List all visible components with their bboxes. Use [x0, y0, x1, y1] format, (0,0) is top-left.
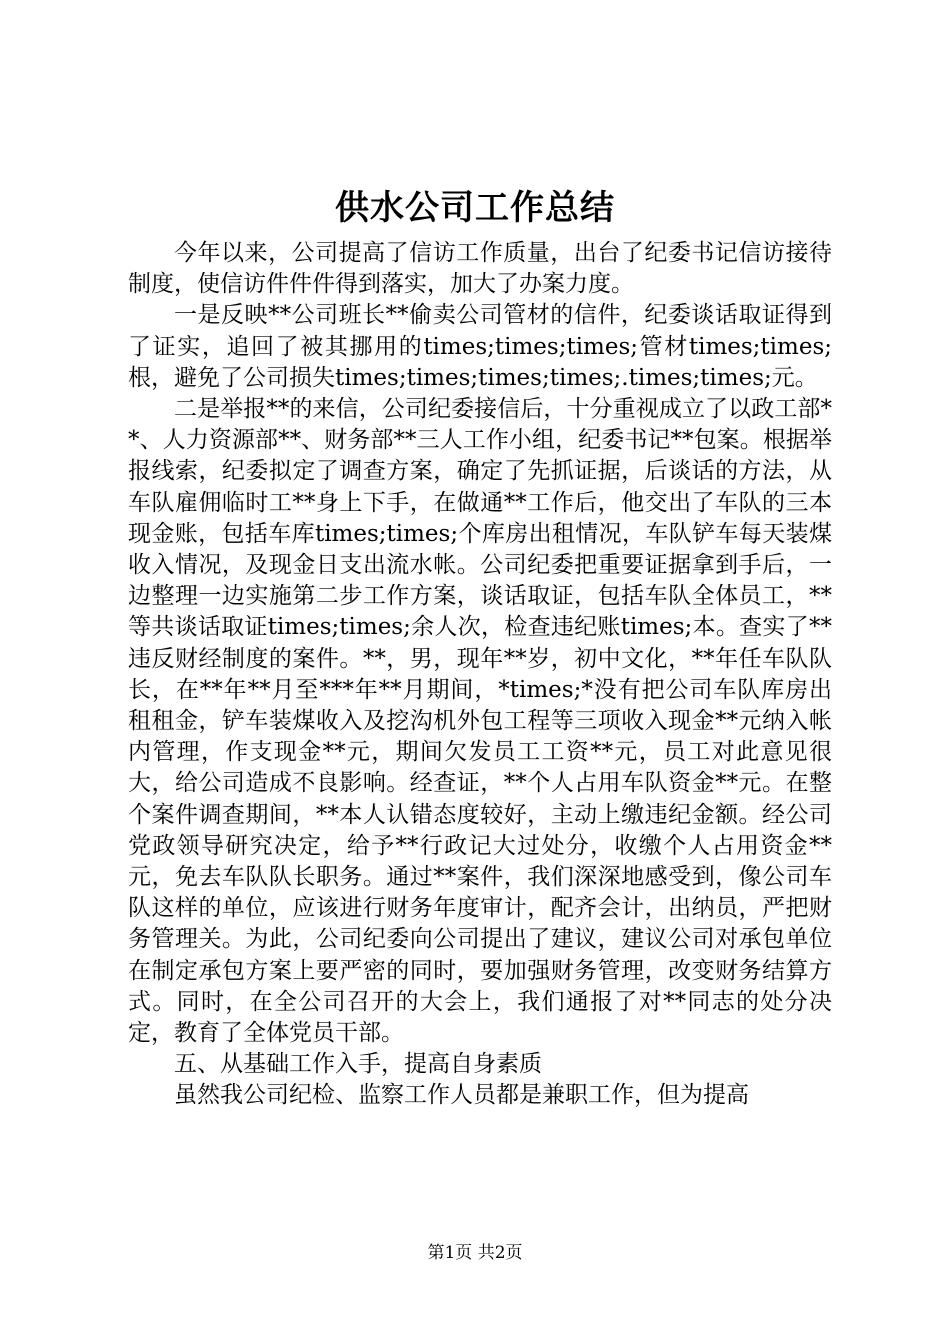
paragraph-case-two: 二是举报**的来信，公司纪委接信后，十分重视成立了以政工部**、人力资源部**、财务部**三人工作小组，纪委书记**包案。根据举报线索，纪委拟定了调查方案，确定了先抓证据，后谈话的方法，从车队雇佣临时工**身上下手，在做通**工作后，他交出了车队的三本现金账，包括车库times;times;个库房出租情况，车队铲车每天装煤收入情况，及现金日支出流水帐。公司纪委把重要证据拿到手后，一边整理一边实施第二步工作方案，谈话取证，包括车队全体员工，**等共谈话取证times;times;余人次，检查违纪账times;本。查实了**违反财经制度的案件。**，男，现年**岁，初中文化，**年任车队队长，在**年**月至***年**月期间，*times;*没有把公司车队库房出租租金，铲车装煤收入及挖沟机外包工程等三项收入现金**元纳入帐内管理，作支现金**元，期间欠发员工工资**元，员工对此意见很大，给公司造成不良影响。经查证，**个人占用车队资金**元。在整个案件调查期间，**本人认错态度较好，主动上缴违纪金额。经公司党政领导研究决定，给予**行政记大过处分，收缴个人占用资金**元，免去车队队长职务。通过**案件，我们深深地感受到，像公司车队这样的单位，应该进行财务年度审计，配齐会计，出纳员，严把财务管理关。为此，公司纪委向公司提出了建议，建议公司对承包单位在制定承包方案上要严密的同时，要加强财务管理，改变财务结算方式。同时，在全公司召开的大会上，我们通报了对**同志的处分决定，教育了全体党员干部。	[128, 396, 832, 1047]
paragraph-intro: 今年以来，公司提高了信访工作质量，出台了纪委书记信访接待制度，使信访件件件得到落实，加大了办案力度。	[128, 240, 832, 298]
paragraph-section-five: 虽然我公司纪检、监察工作人员都是兼职工作，但为提高	[174, 1082, 749, 1109]
page-footer: 第1页 共2页	[427, 1243, 523, 1263]
document-title: 供水公司工作总结	[335, 188, 615, 228]
paragraph-case-one: 一是反映**公司班长**偷卖公司管材的信件，纪委谈话取证得到了证实，追回了被其挪用的times;times;times;管材times;times;根，避免了公司损失times;times;times;times;.times;times;元。	[128, 302, 832, 391]
section-heading-five: 五、从基础工作入手，提高自身素质	[174, 1051, 542, 1078]
document-body	[128, 238, 832, 1112]
